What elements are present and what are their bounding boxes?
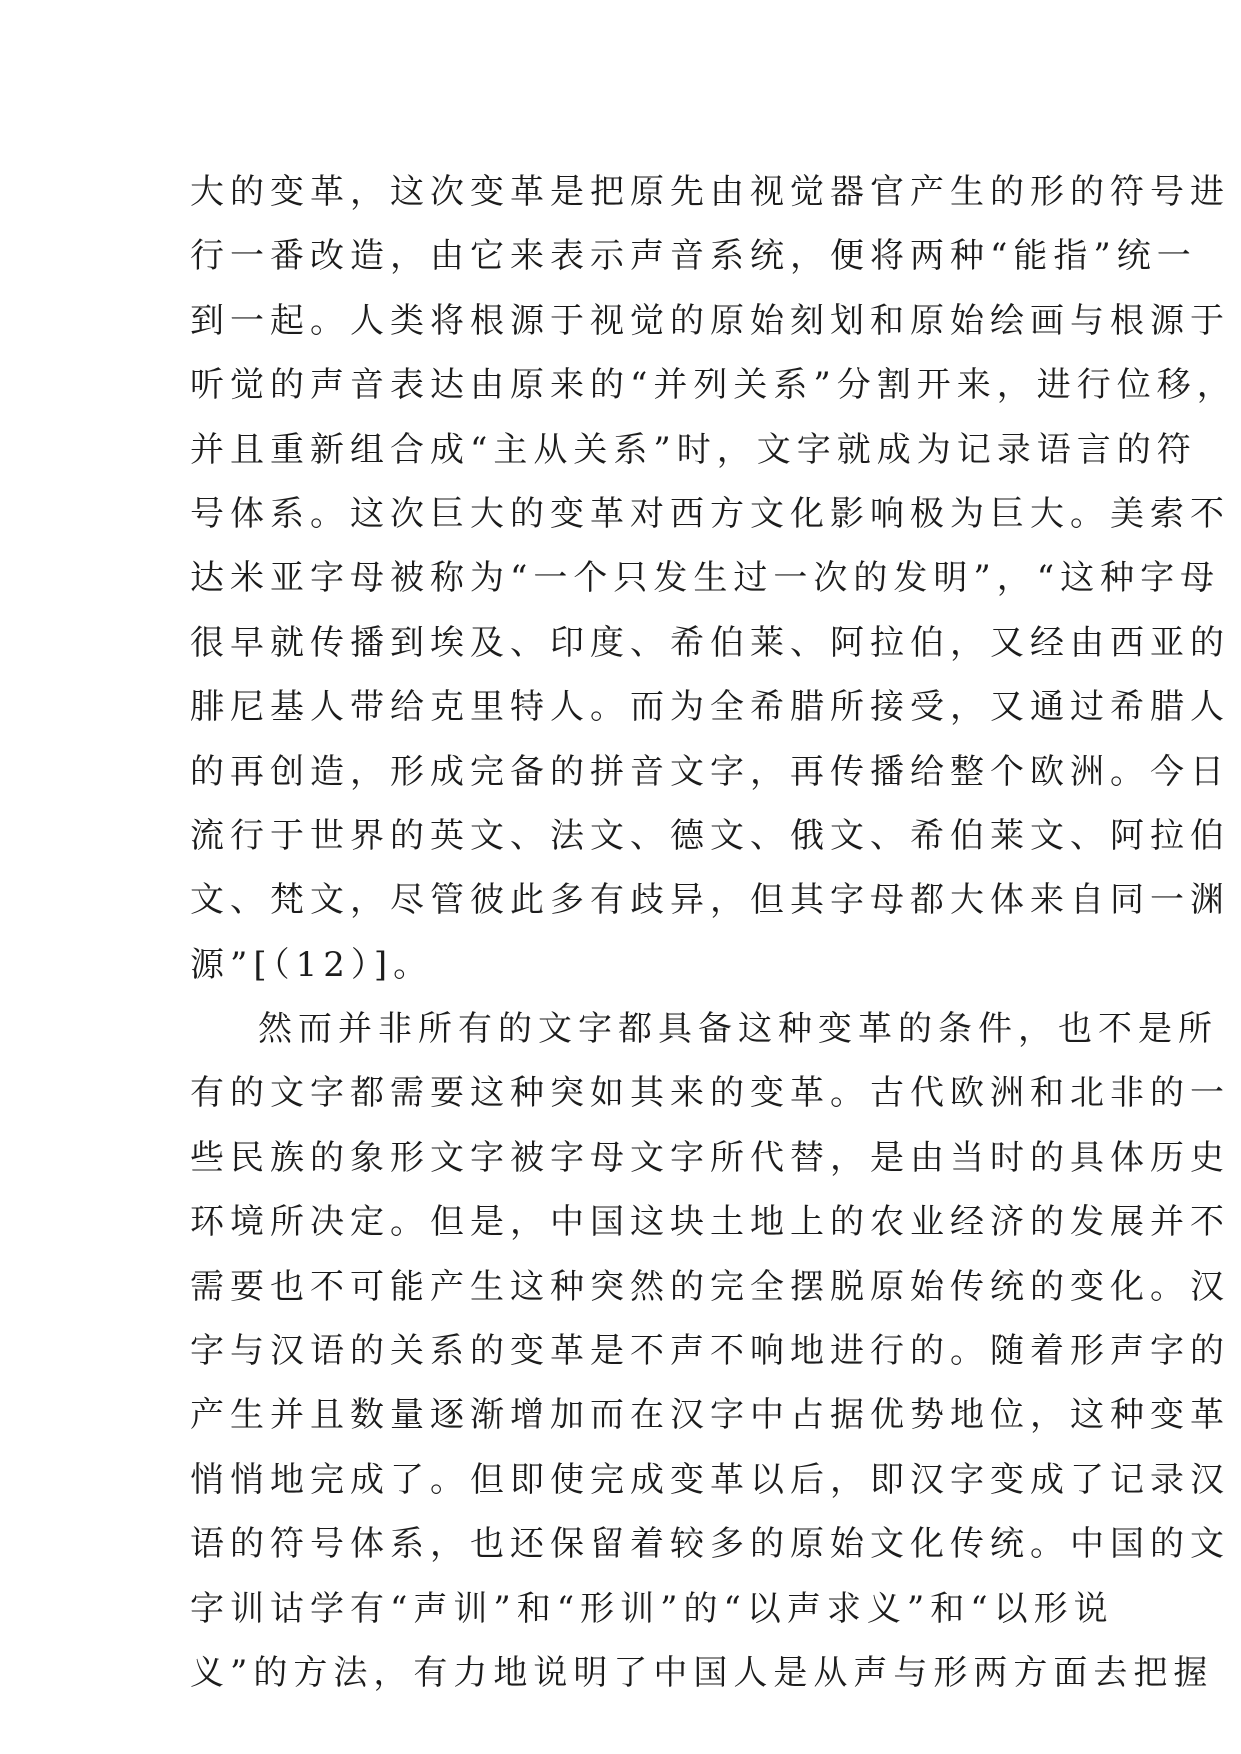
text-line: 字与汉语的关系的变革是不声不响地进行的。随着形声字的 [190,1331,1230,1372]
text-line: 腓尼基人带给克里特人。而为全希腊所接受，又通过希腊人 [190,687,1230,728]
body-text [190,160,1237,1705]
text-line: 字训诂学有“声训”和“形训”的“以声求义”和“以形说 [190,1588,1114,1629]
text-line: 语的符号体系，也还保留着较多的原始文化传统。中国的文 [190,1524,1230,1565]
text-line: 并且重新组合成“主从关系”时，文字就成为记录语言的符 [190,429,1197,470]
text-line: 环境所决定。但是，中国这块土地上的农业经济的发展并不 [190,1202,1230,1243]
text-line: 产生并且数量逐渐增加而在汉字中占据优势地位，这种变革 [190,1395,1230,1436]
text-line: 义”的方法，有力地说明了中国人是从声与形两方面去把握 [190,1652,1214,1693]
text-line: 悄悄地完成了。但即使完成变革以后，即汉字变成了记录汉 [190,1459,1230,1500]
text-line: 有的文字都需要这种突如其来的变革。古代欧洲和北非的一 [190,1073,1230,1114]
text-line: 源”[（12）]。 [190,944,434,985]
text-line: 到一起。人类将根源于视觉的原始刻划和原始绘画与根源于 [190,300,1230,341]
text-line: 的再创造，形成完备的拼音文字，再传播给整个欧洲。今日 [190,751,1230,792]
text-line: 些民族的象形文字被字母文字所代替，是由当时的具体历史 [190,1137,1230,1178]
text-line: 大的变革，这次变革是把原先由视觉器官产生的形的符号进 [190,172,1230,212]
text-line: 很早就传播到埃及、印度、希伯莱、阿拉伯，又经由西亚的 [190,622,1230,663]
paragraph-1 [190,160,1237,997]
paragraph-2 [190,997,1230,1705]
text-line: 流行于世界的英文、法文、德文、俄文、希伯莱文、阿拉伯 [190,815,1230,856]
text-line: 达米亚字母被称为“一个只发生过一次的发明”，“这种字母 [190,558,1221,599]
text-line: 号体系。这次巨大的变革对西方文化影响极为巨大。美索不 [190,493,1230,534]
text-line: 行一番改造，由它来表示声音系统，便将两种“能指”统一 [190,236,1197,277]
text-line: 听觉的声音表达由原来的“并列关系”分割开来，进行位移， [190,365,1237,406]
text-line: 然而并非所有的文字都具备这种变革的条件，也不是所 [258,1009,1218,1050]
text-line: 文、梵文，尽管彼此多有歧异，但其字母都大体来自同一渊 [190,880,1230,921]
text-line: 需要也不可能产生这种突然的完全摆脱原始传统的变化。汉 [190,1266,1230,1307]
